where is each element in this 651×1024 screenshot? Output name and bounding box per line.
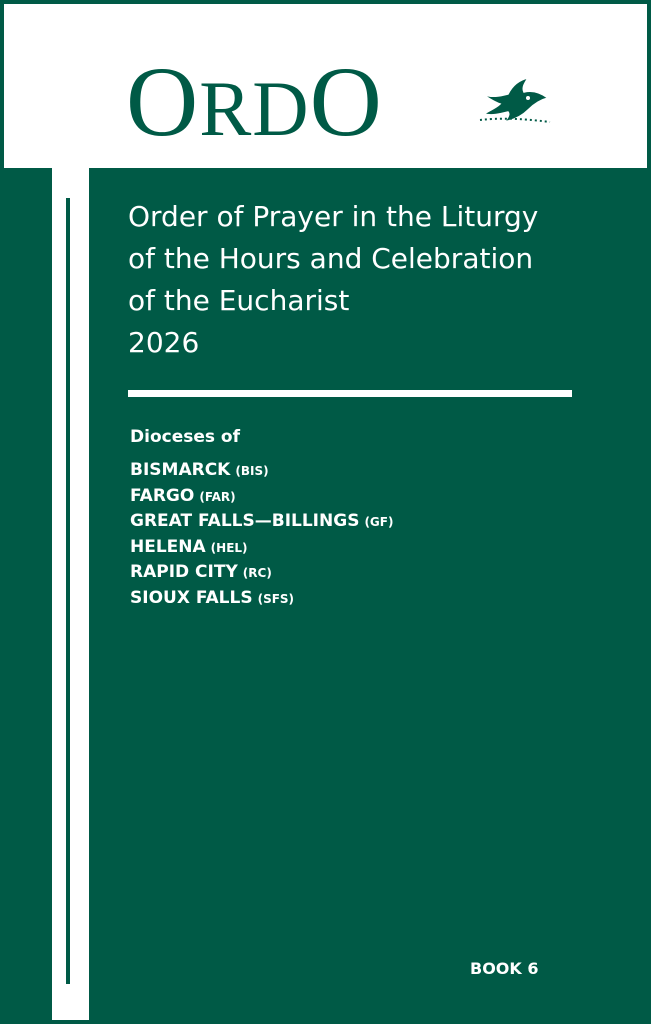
cover-title xyxy=(128,196,608,364)
book-number: BOOK 6 xyxy=(470,959,539,978)
diocese-item: FARGO (FAR) xyxy=(130,485,236,506)
title-line-1: Order of Prayer in the Liturgy xyxy=(128,200,539,233)
divider-rule xyxy=(128,390,572,397)
vertical-green-line xyxy=(66,198,70,984)
title-line-2: of the Hours and Celebration xyxy=(128,242,534,275)
title-line-3: of the Eucharist xyxy=(128,284,350,317)
diocese-item: SIOUX FALLS (SFS) xyxy=(130,587,295,608)
title-year: 2026 xyxy=(128,326,200,359)
diocese-item: BISMARCK (BIS) xyxy=(130,460,269,480)
ordo-logo: ORDO xyxy=(126,46,383,157)
dioceses-label: Dioceses of xyxy=(130,427,240,447)
diocese-item: HELENA (HEL) xyxy=(130,536,248,557)
diocese-item: RAPID CITY (RC) xyxy=(130,562,272,582)
dioceses-list xyxy=(130,458,393,611)
vertical-white-bar xyxy=(52,168,89,1024)
dove-icon xyxy=(478,76,552,128)
diocese-item: GREAT FALLS—BILLINGS (GF) xyxy=(130,511,394,531)
